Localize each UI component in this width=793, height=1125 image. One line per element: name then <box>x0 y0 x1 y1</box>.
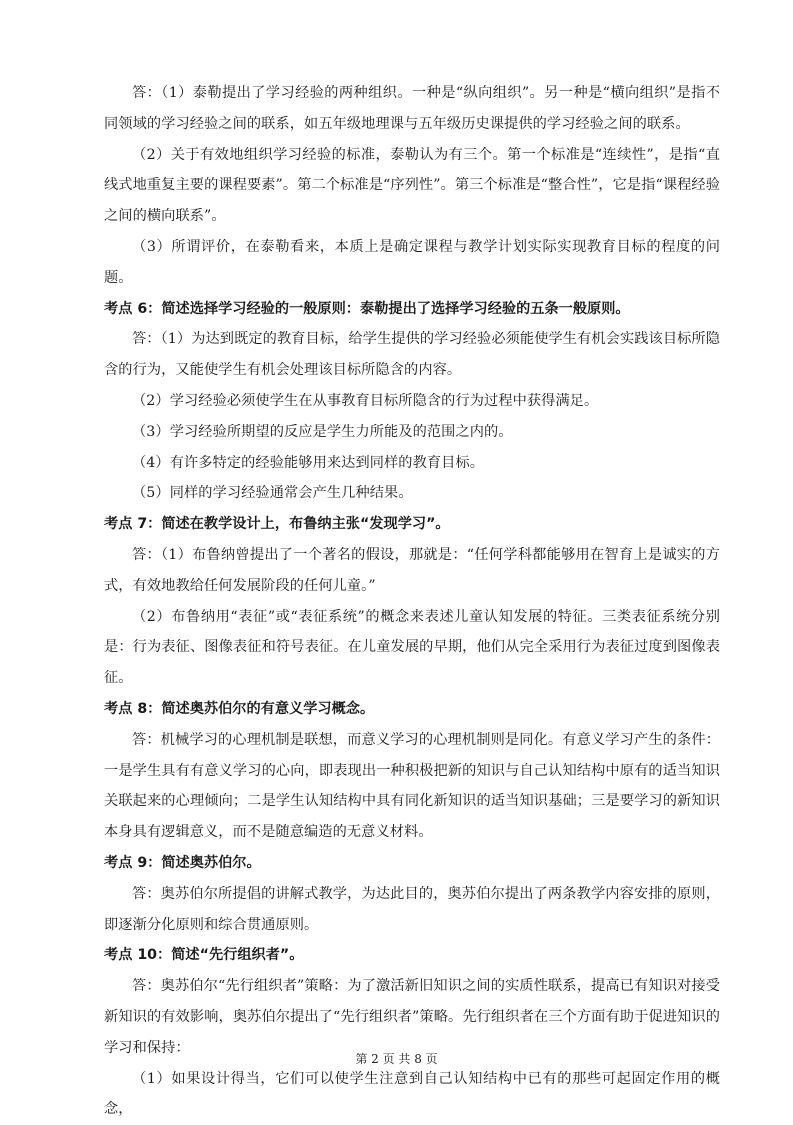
paragraph: （2）关于有效地组织学习经验的标准，泰勒认为有三个。第一个标准是“连续性”，是指“直线式地重复主要的课程要素”。第二个标准是“序列性”。第三个标准是“整合性”，它是指“课程经验之间的横向联系”。 <box>104 140 720 232</box>
paragraph: （2）学习经验必须使学生在从事教育目标所隐含的行为过程中获得满足。 <box>104 386 720 417</box>
paragraph: 答：奥苏伯尔“先行组织者”策略：为了激活新旧知识之间的实质性联系，提高已有知识对接受新知识的有效影响，奥苏伯尔提出了“先行组织者”策略。先行组织者在三个方面有助于促进知识的学习和保持： <box>104 971 720 1063</box>
section-heading: 考点 10：简述“先行组织者”。 <box>104 940 720 971</box>
page-content <box>104 78 720 1125</box>
paragraph: 答：奥苏伯尔所提倡的讲解式教学，为达此目的，奥苏伯尔提出了两条教学内容安排的原则，即逐渐分化原则和综合贯通原则。 <box>104 879 720 941</box>
paragraph: 答：（1）泰勒提出了学习经验的两种组织。一种是“纵向组织”。另一种是“横向组织”是指不同领域的学习经验之间的联系，如五年级地理课与五年级历史课提供的学习经验之间的联系。 <box>104 78 720 140</box>
paragraph: （3）学习经验所期望的反应是学生力所能及的范围之内的。 <box>104 417 720 448</box>
section-heading: 考点 8：简述奥苏伯尔的有意义学习概念。 <box>104 694 720 725</box>
section-heading: 考点 9：简述奥苏伯尔。 <box>104 848 720 879</box>
paragraph: 答：（1）为达到既定的教育目标，给学生提供的学习经验必须能使学生有机会实践该目标所隐含的行为，又能使学生有机会处理该目标所隐含的内容。 <box>104 324 720 386</box>
paragraph: （4）有许多特定的经验能够用来达到同样的教育目标。 <box>104 448 720 479</box>
page-footer: 第 2 页 共 8 页 <box>0 1050 793 1067</box>
paragraph: 答：（1）布鲁纳曾提出了一个著名的假设，那就是：“任何学科都能够用在智育上是诚实的方式，有效地教给任何发展阶段的任何儿童。” <box>104 540 720 602</box>
paragraph: 答：机械学习的心理机制是联想，而意义学习的心理机制则是同化。有意义学习产生的条件：一是学生具有有意义学习的心向，即表现出一种积极把新的知识与自己认知结构中原有的适当知识关联起来的心理倾向；二是学生认知结构中具有同化新知识的适当知识基础；三是要学习的新知识本身具有逻辑意义，而不是随意编造的无意义材料。 <box>104 725 720 848</box>
paragraph: （5）同样的学习经验通常会产生几种结果。 <box>104 478 720 509</box>
paragraph: （2）布鲁纳用“表征”或“表征系统”的概念来表述儿童认知发展的特征。三类表征系统分别是：行为表征、图像表征和符号表征。在儿童发展的早期，他们从完全采用行为表征过度到图像表征。 <box>104 602 720 694</box>
section-heading: 考点 6：简述选择学习经验的一般原则：泰勒提出了选择学习经验的五条一般原则。 <box>104 294 720 325</box>
paragraph: （3）所谓评价，在泰勒看来，本质上是确定课程与教学计划实际实现教育目标的程度的问题。 <box>104 232 720 294</box>
section-heading: 考点 7：简述在教学设计上，布鲁纳主张“发现学习”。 <box>104 509 720 540</box>
paragraph: （1）如果设计得当，它们可以使学生注意到自己认知结构中已有的那些可起固定作用的概念， <box>104 1064 720 1125</box>
